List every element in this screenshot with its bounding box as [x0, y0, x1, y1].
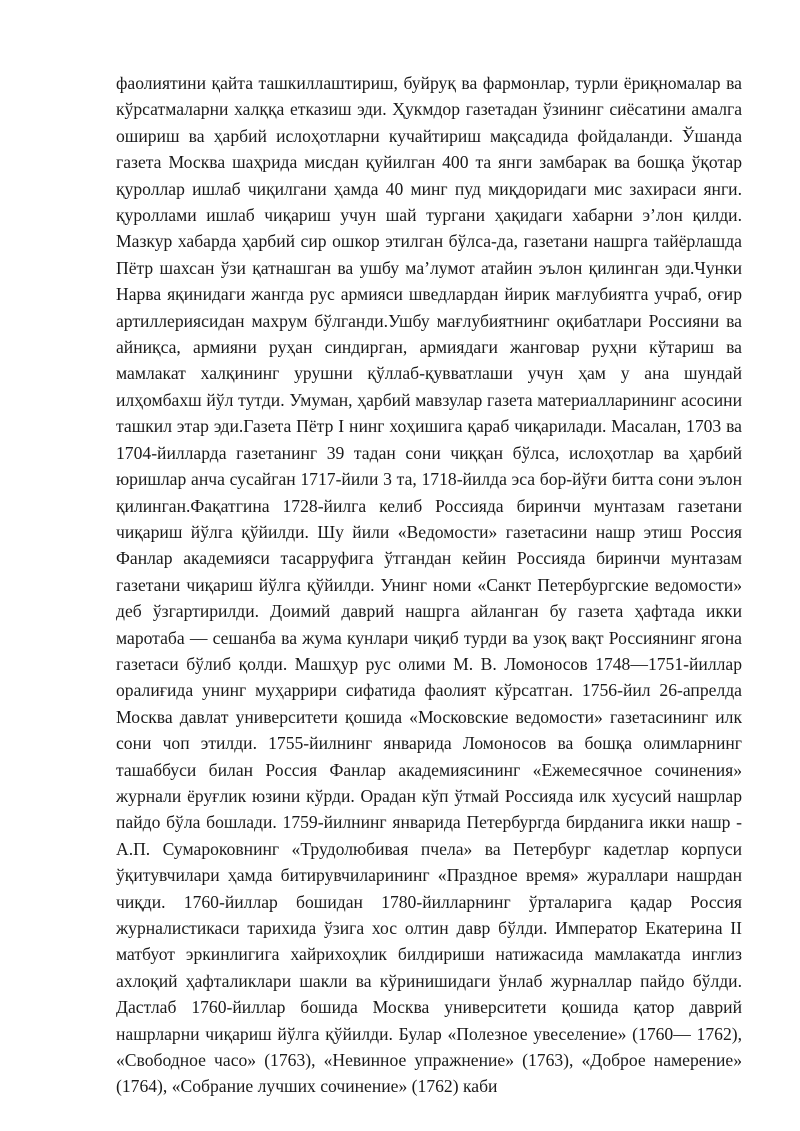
- body-paragraph: фаолиятини қайта ташкиллаштириш, буйруқ ва фармонлар, турли ёриқномалар ва кўрсатмаларни халққа етказиш эди. Ҳукмдор газетадан ўзининг сиёсатини амалга ошириш ва ҳарбий ислоҳотларни кучайтириш мақсадида фойдаланди. Ўшанда газета Москва шаҳрида мисдан қуйилган 400 та янги замбарак ва бошқа ўқотар қуроллар ишлаб чиқилгани ҳамда 40 минг пуд миқдоридаги мис захираси янги. қуроллами ишлаб чиқариш учун шай тургани ҳақидаги хабарни эʼлон қилди. Мазкур хабарда ҳарбий сир ошкор этилган бўлса-да, газетани нашрга тайёрлашда Пётр шахсан ўзи қатнашган ва ушбу маʼлумот атайин эълон қилинган эди.Чунки Нарва яқинидаги жангда рус армияси шведлардан йирик мағлубиятга учраб, оғир артиллериясидан махрум бўлганди.Ушбу мағлубиятнинг оқибатлари Россияни ва айниқса, армияни руҳан синдирган, армиядаги жанговар руҳни кўтариш ва мамлакат халқининг урушни қўллаб-қувватлаши учун ҳам у ана шундай илҳомбахш йўл тутди. Умуман, ҳарбий мавзулар газета материалларининг асосини ташкил этар эди.Газета Пётр I нинг хоҳишига қараб чиқарилади. Масалан, 1703 ва 1704-йилларда газетанинг 39 тадан сони чиққан бўлса, ислоҳотлар ва ҳарбий юришлар анча сусайган 1717-йили 3 та, 1718-йилда эса бор-йўғи битта сони эълон қилинган.Фақатгина 1728-йилга келиб Россияда биринчи мунтазам газетани чиқариш йўлга қўйилди. Шу йили «Ведомости» газетасини нашр этиш Россия Фанлар академияси тасарруфига ўтгандан кейин Россияда биринчи мунтазам газетани чиқариш йўлга қўйилди. Унинг номи «Санкт Петербургские ведомости» деб ўзгартирилди. Доимий даврий нашрга айланган бу газета ҳафтада икки маротаба — сешанба ва жума кунлари чиқиб турди ва узоқ вақт Россиянинг ягона газетаси бўлиб қолди. Машҳур рус олими М. В. Ломоносов 1748—1751-йиллар оралиғида унинг муҳаррири сифатида фаолият кўрсатган. 1756-йил 26-апрелда Москва давлат университети қошида «Московские ведомости» газетасининг илк сони чоп этилди. 1755-йилнинг январида Ломоносов ва бошқа олимларнинг ташаббуси билан Россия Фанлар академиясининг «Ежемесячное сочинения» журнали ёруғлик юзини кўрди. Орадан кўп ўтмай Россияда илк хусусий нашрлар пайдо бўла бошлади. 1759-йилнинг январида Петербургда бирданига икки нашр - А.П. Сумароковнинг «Трудолюбивая пчела» ва Петербург кадетлар корпуси ўқитувчилари ҳамда битирувчиларининг «Праздное время» жураллари нашрдан чиқди. 1760-йиллар бошидан 1780-йилларнинг ўрталарига қадар Россия журналистикаси тарихида ўзига хос олтин давр бўлди. Император Екатерина II матбуот эркинлигига хайрихоҳлик билдириши натижасида мамлакатда инглиз ахлоқий ҳафталиклари шакли ва кўринишидаги ўнлаб журналлар пайдо бўлди. Дастлаб 1760-йиллар бошида Москва университети қошида қатор даврий нашрларни чиқариш йўлга қўйилди. Булар «Полезное увеселение» (1760— 1762), «Свободное часо» (1763), «Невинное упражнение» (1763), «Доброе намерение» (1764), «Собрание лучших сочинение» (1762) каби: [116, 73, 742, 1097]
- document-page: [116, 70, 742, 1100]
